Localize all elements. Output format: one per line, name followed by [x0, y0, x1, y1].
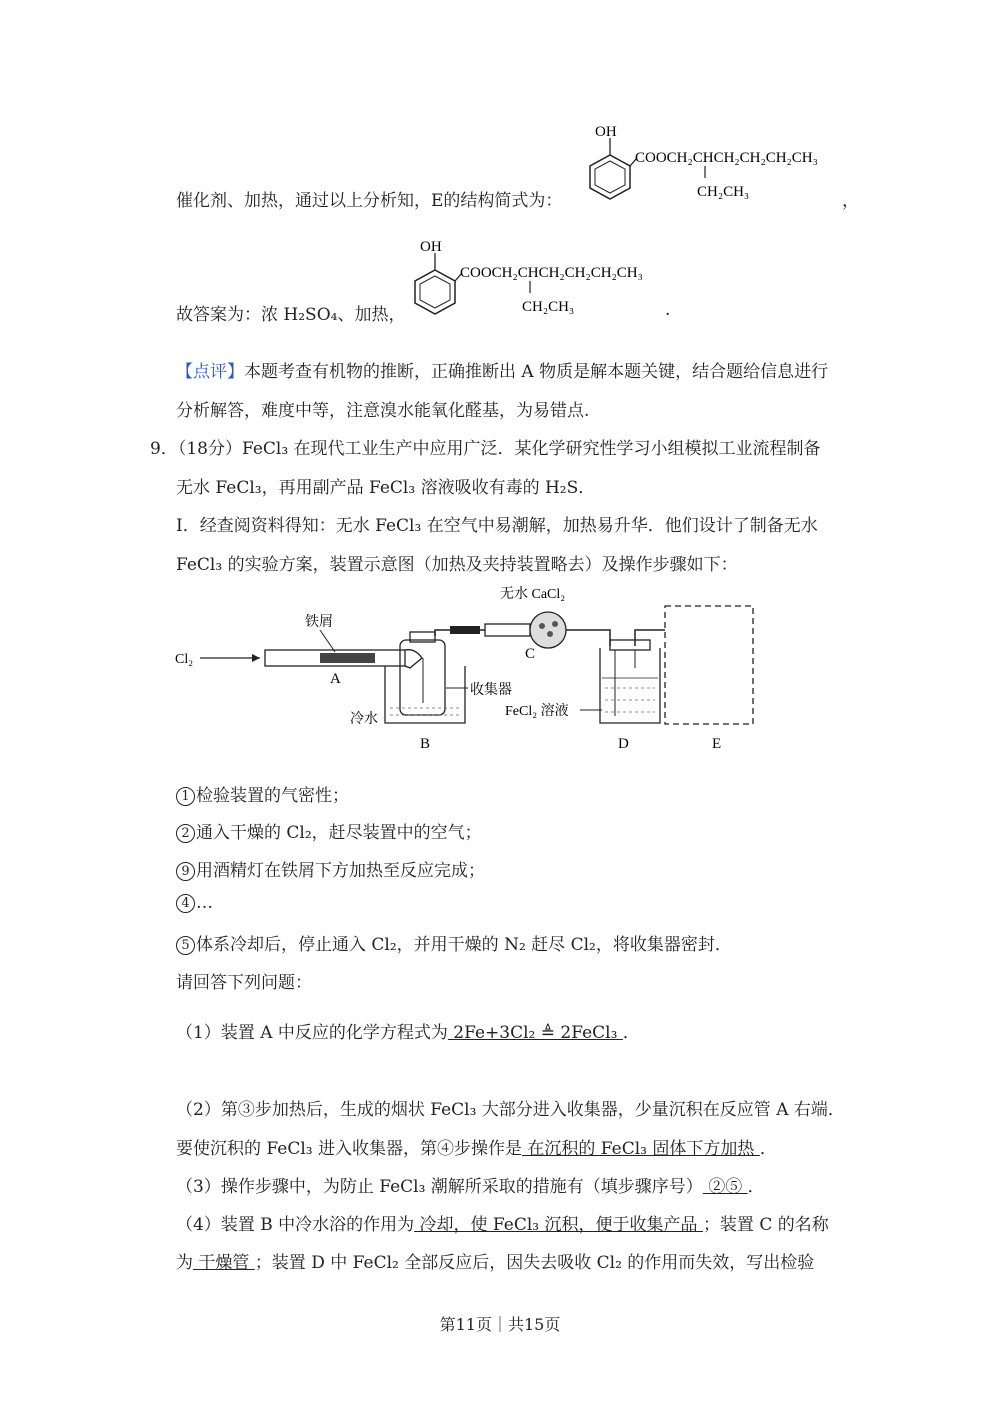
chain-label-2: COOCH₂CHCH₂CH₂CH₂CH₃ — [460, 265, 643, 281]
branch-label: CH₂CH₃ — [697, 184, 750, 200]
q9-line-3: Ⅰ．经查阅资料得知：无水 FeCl₃ 在空气中易潮解，加热易升华．他们设计了制备无水 — [176, 516, 818, 536]
label-a: A — [330, 671, 341, 687]
sub1: （1）装置 A 中反应的化学方程式为 2Fe+3Cl₂ ≜ 2FeCl₃ ． — [176, 1023, 640, 1043]
sub2-line-1: （2）第③步加热后，生成的烟状 FeCl₃ 大部分进入收集器，少量沉积在反应管 A 右端． — [176, 1100, 845, 1120]
sub3: （3）操作步骤中，为防止 FeCl₃ 潮解所采取的措施有（填步骤序号） ②⑤ ． — [176, 1177, 765, 1197]
q9-line-1: 9．（18分）FeCl₃ 在现代工业生产中应用广泛．某化学研究性学习小组模拟工业流程制备 — [150, 439, 821, 459]
label-b: B — [420, 736, 431, 752]
q9-line-4: FeCl₃ 的实验方案，装置示意图（加热及夹持装置略去）及操作步骤如下： — [176, 555, 738, 575]
review-line-2: 分析解答，难度中等，注意溴水能氧化醛基，为易错点. — [176, 401, 590, 421]
ask-line: 请回答下列问题： — [176, 973, 312, 993]
q9-line-2: 无水 FeCl₃，再用副产品 FeCl₃ 溶液吸收有毒的 H₂S． — [176, 478, 596, 498]
sub4-line-1: （4）装置 B 中冷水浴的作用为 冷却，使 FeCl₃ 沉积，便于收集产品 ；装置 C 的名称 — [176, 1215, 829, 1235]
review-tag: 【点评】 — [176, 362, 244, 382]
step-4: 4 … — [176, 893, 213, 913]
collector-label: 收集器 — [470, 683, 512, 698]
step-5: 5 体系冷却后，停止通入 Cl₂，并用干燥的 N₂ 赶尽 Cl₂，将收集器密封． — [176, 930, 732, 955]
label-e: E — [712, 736, 722, 752]
sub4-line-2: 为 干燥管 ；装置 D 中 FeCl₂ 全部反应后，因失去吸收 Cl₂ 的作用而失效，写出检验 — [176, 1253, 815, 1273]
branch-label-2: CH₂CH₃ — [522, 299, 575, 315]
chain-label: COOCH₂CHCH₂CH₂CH₂CH₃ — [635, 150, 818, 166]
sub4-answer-1: 冷却，使 FeCl₃ 沉积，便于收集产品 — [414, 1215, 703, 1235]
answer-e-comma: ， — [842, 191, 859, 211]
iron-label: 铁屑 — [305, 615, 333, 630]
structure-formula-1 — [575, 118, 865, 208]
sub2-line-2: 要使沉积的 FeCl₃ 进入收集器，第④步操作是 在沉积的 FeCl₃ 固体下方加热 ． — [176, 1139, 777, 1159]
answer-final-period: . — [665, 300, 671, 320]
fecl2-label: FeCl₂ 溶液 — [505, 704, 569, 719]
label-d: D — [618, 736, 629, 752]
sub1-answer: 2Fe+3Cl₂ ≜ 2FeCl₃ — [447, 1023, 623, 1043]
structure-formula-2 — [400, 233, 690, 323]
page-footer: 第11页｜共15页 — [439, 1315, 561, 1334]
oh-label-2: OH — [420, 239, 442, 255]
sub3-answer: ②⑤ — [702, 1177, 748, 1197]
answer-e-intro: 催化剂、加热，通过以上分析知，E的结构简式为： — [176, 191, 563, 211]
step-2: 2 通入干燥的 Cl₂，赶尽装置中的空气； — [176, 818, 482, 843]
cl2-label: Cl₂ — [175, 652, 194, 667]
cacl2-label: 无水 CaCl₂ — [500, 587, 566, 602]
cold-water-label: 冷水 — [350, 712, 378, 727]
step-1: 1 检验装置的气密性； — [176, 781, 349, 806]
apparatus-diagram — [170, 578, 770, 758]
sub2-answer: 在沉积的 FeCl₃ 固体下方加热 — [522, 1139, 760, 1159]
oh-label: OH — [595, 124, 617, 140]
label-c: C — [525, 646, 536, 662]
review-line-1: 【点评】本题考查有机物的推断，正确推断出 A 物质是解本题关键，结合题给信息进行 — [176, 362, 829, 382]
step-3: 9 用酒精灯在铁屑下方加热至反应完成； — [176, 856, 485, 881]
sub4-answer-2: 干燥管 — [193, 1253, 255, 1273]
answer-final-intro: 故答案为：浓 H₂SO₄、加热， — [176, 305, 406, 325]
